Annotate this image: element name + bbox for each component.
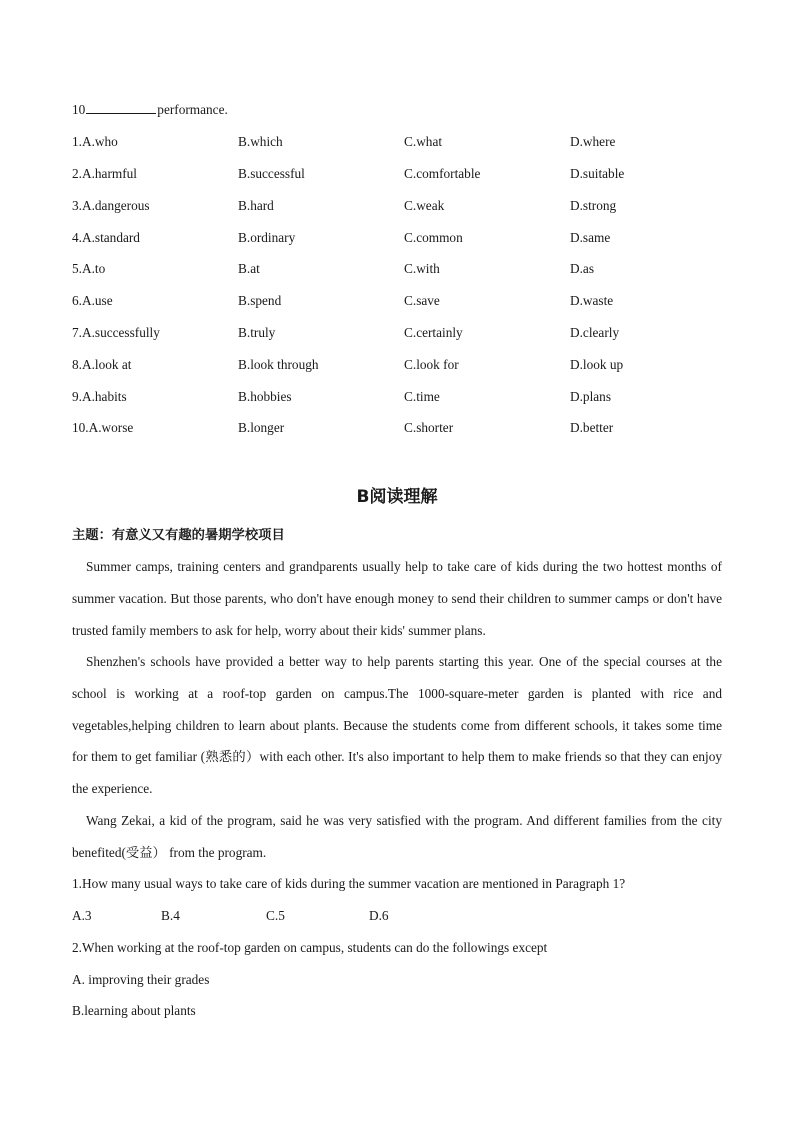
q1-option-c: C.5 (266, 908, 285, 923)
option-row-2 (72, 164, 722, 184)
option-b: B.spend (238, 293, 282, 308)
option-row-8 (72, 355, 722, 375)
q1-option-b: B.4 (161, 908, 180, 923)
option-d: D.look up (570, 357, 624, 372)
option-a: 2.A.harmful (72, 166, 137, 181)
option-d: D.same (570, 230, 611, 245)
option-a: 4.A.standard (72, 230, 140, 245)
option-a: 5.A.to (72, 261, 106, 276)
reading-paragraph-3: Wang Zekai, a kid of the program, said he was very satisfied with the program. And different families from the city benefited(受益） from the program. (72, 813, 722, 860)
q2-option-b: B.learning about plants (72, 1003, 196, 1018)
option-a: 8.A.look at (72, 357, 132, 372)
option-d: D.plans (570, 389, 611, 404)
option-d: D.as (570, 261, 595, 276)
reading-theme: 主题：有意义又有趣的暑期学校项目 (72, 528, 285, 543)
option-row-6 (72, 291, 722, 311)
option-row-10 (72, 418, 722, 438)
option-b: B.longer (238, 420, 285, 435)
cloze-item-10-line (72, 100, 228, 120)
option-row-7 (72, 323, 722, 343)
option-c: C.certainly (404, 325, 463, 340)
option-a: 3.A.dangerous (72, 198, 150, 213)
option-d: D.suitable (570, 166, 625, 181)
option-d: D.clearly (570, 325, 620, 340)
option-a: 9.A.habits (72, 389, 127, 404)
question-2: 2.When working at the roof-top garden on campus, students can do the followings except (72, 940, 548, 955)
option-a: 6.A.use (72, 293, 113, 308)
option-row-9 (72, 387, 722, 407)
option-c: C.with (404, 261, 440, 276)
option-c: C.common (404, 230, 463, 245)
option-a: 7.A.successfully (72, 325, 160, 340)
q1-option-a: A.3 (72, 908, 92, 923)
option-row-3 (72, 196, 722, 216)
option-d: D.better (570, 420, 614, 435)
option-b: B.successful (238, 166, 305, 181)
answer-blank (86, 100, 156, 114)
option-d: D.strong (570, 198, 617, 213)
option-c: C.time (404, 389, 440, 404)
option-b: B.truly (238, 325, 276, 340)
option-b: B.hobbies (238, 389, 292, 404)
option-row-5 (72, 259, 722, 279)
option-c: C.shorter (404, 420, 454, 435)
option-c: C.what (404, 134, 443, 149)
q1-option-d: D.6 (369, 908, 389, 923)
option-a: 1.A.who (72, 134, 118, 149)
option-d: D.waste (570, 293, 614, 308)
option-row-1 (72, 132, 722, 152)
option-b: B.hard (238, 198, 274, 213)
option-c: C.look for (404, 357, 459, 372)
option-row-4 (72, 228, 722, 248)
option-b: B.which (238, 134, 283, 149)
cloze-item-10-text: performance. (157, 102, 228, 117)
option-b: B.look through (238, 357, 319, 372)
q2-option-a: A. improving their grades (72, 972, 210, 987)
cloze-item-10-number: 10 (72, 102, 86, 117)
option-c: C.save (404, 293, 440, 308)
option-c: C.comfortable (404, 166, 481, 181)
option-b: B.at (238, 261, 260, 276)
option-d: D.where (570, 134, 616, 149)
section-title: B阅读理解 (356, 487, 438, 507)
question-1: 1.How many usual ways to take care of kids during the summer vacation are mentioned in Paragraph 1? (72, 876, 626, 891)
option-b: B.ordinary (238, 230, 296, 245)
reading-paragraph-1: Summer camps, training centers and grandparents usually help to take care of kids during the two hottest months of summer vacation. But those parents, who don't have enough money to send their children to summer camps or don't have trusted family members to ask for help, worry about their kids' summer plans. (72, 559, 722, 638)
option-c: C.weak (404, 198, 445, 213)
option-a: 10.A.worse (72, 420, 134, 435)
reading-paragraph-2: Shenzhen's schools have provided a better way to help parents starting this year. One of the special courses at the school is working at a roof-top garden on campus.The 1000-square-meter garden is planted with rice and vegetables,helping children to learn about plants. Because the students come from different schools, it takes some time for them to get familiar (熟悉的）with each other. It's also important to help them to make friends so that they can enjoy the experience. (72, 654, 722, 797)
